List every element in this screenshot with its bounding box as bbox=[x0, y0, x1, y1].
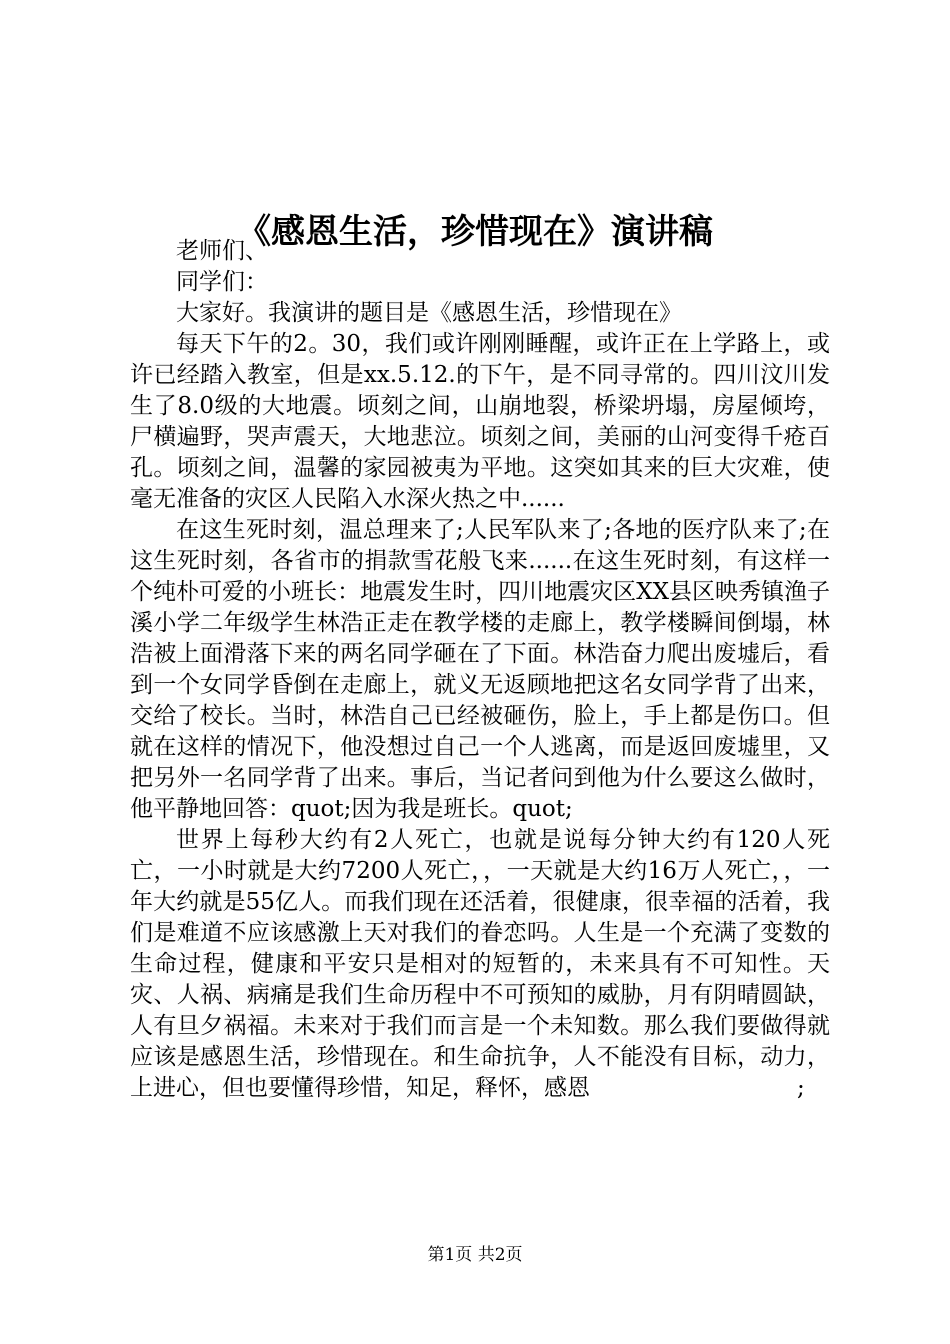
greeting-teachers: 老师们、 bbox=[176, 238, 268, 264]
paragraph-earthquake: 每天下午的2。30，我们或许刚刚睡醒，或许正在上学路上，或许已经踏入教室，但是xx.5.12.的下午，是不同寻常的。四川汶川发生了8.0级的大地震。顷刻之间，山崩地裂，桥梁坍塌，房屋倾垮，尸横遍野，哭声震天，大地悲泣。顷刻之间，美丽的山河变得千疮百孔。顷刻之间，温馨的家园被夷为平地。这突如其来的巨大灾难，使毫无准备的灾区人民陷入水深火热之中...... bbox=[130, 331, 830, 512]
speech-intro: 大家好。我演讲的题目是《感恩生活，珍惜现在》 bbox=[176, 300, 682, 326]
document-title: 《感恩生活，珍惜现在》演讲稿 bbox=[237, 211, 713, 252]
paragraph-cherish-life: 世界上每秒大约有2人死亡，也就是说每分钟大约有120人死亡，一小时就是大约7200人死亡，，一天就是大约16万人死亡，，一年大约就是55亿人。而我们现在还活着，很健康，很幸福的活着，我们是难道不应该感激上天对我们的眷恋吗。人生是一个充满了变数的生命过程，健康和平安只是相对的短暂的，未来具有不可知性。天灾、人祸、病痛是我们生命历程中不可预知的威胁，月有阴晴圆缺，人有旦夕祸福。未来对于我们而言是一个未知数。那么我们要做得就应该是感恩生活，珍惜现在。和生命抗争，人不能没有目标，动力，上进心，但也要懂得珍惜，知足，释怀，感恩 ; bbox=[130, 827, 830, 1101]
document-body bbox=[130, 236, 830, 1104]
page-number-footer: 第1页 共2页 bbox=[427, 1245, 523, 1265]
paragraph-class-monitor: 在这生死时刻，温总理来了;人民军队来了;各地的医疗队来了;在这生死时刻，各省市的捐款雪花般飞来......在这生死时刻，有这样一个纯朴可爱的小班长：地震发生时，四川地震灾区XX县区映秀镇渔子溪小学二年级学生林浩正走在教学楼的走廊上，教学楼瞬间倒塌，林浩被上面滑落下来的两名同学砸在了下面。林浩奋力爬出废墟后，看到一个女同学昏倒在走廊上，就义无返顾地把这名女同学背了出来，交给了校长。当时，林浩自己已经被砸伤，脸上，手上都是伤口。但就在这样的情况下，他没想过自己一个人逃离，而是返回废墟里，又把另外一名同学背了出来。事后，当记者问到他为什么要这么做时，他平静地回答：quot;因为我是班长。quot; bbox=[130, 517, 830, 822]
greeting-students: 同学们： bbox=[176, 269, 268, 295]
